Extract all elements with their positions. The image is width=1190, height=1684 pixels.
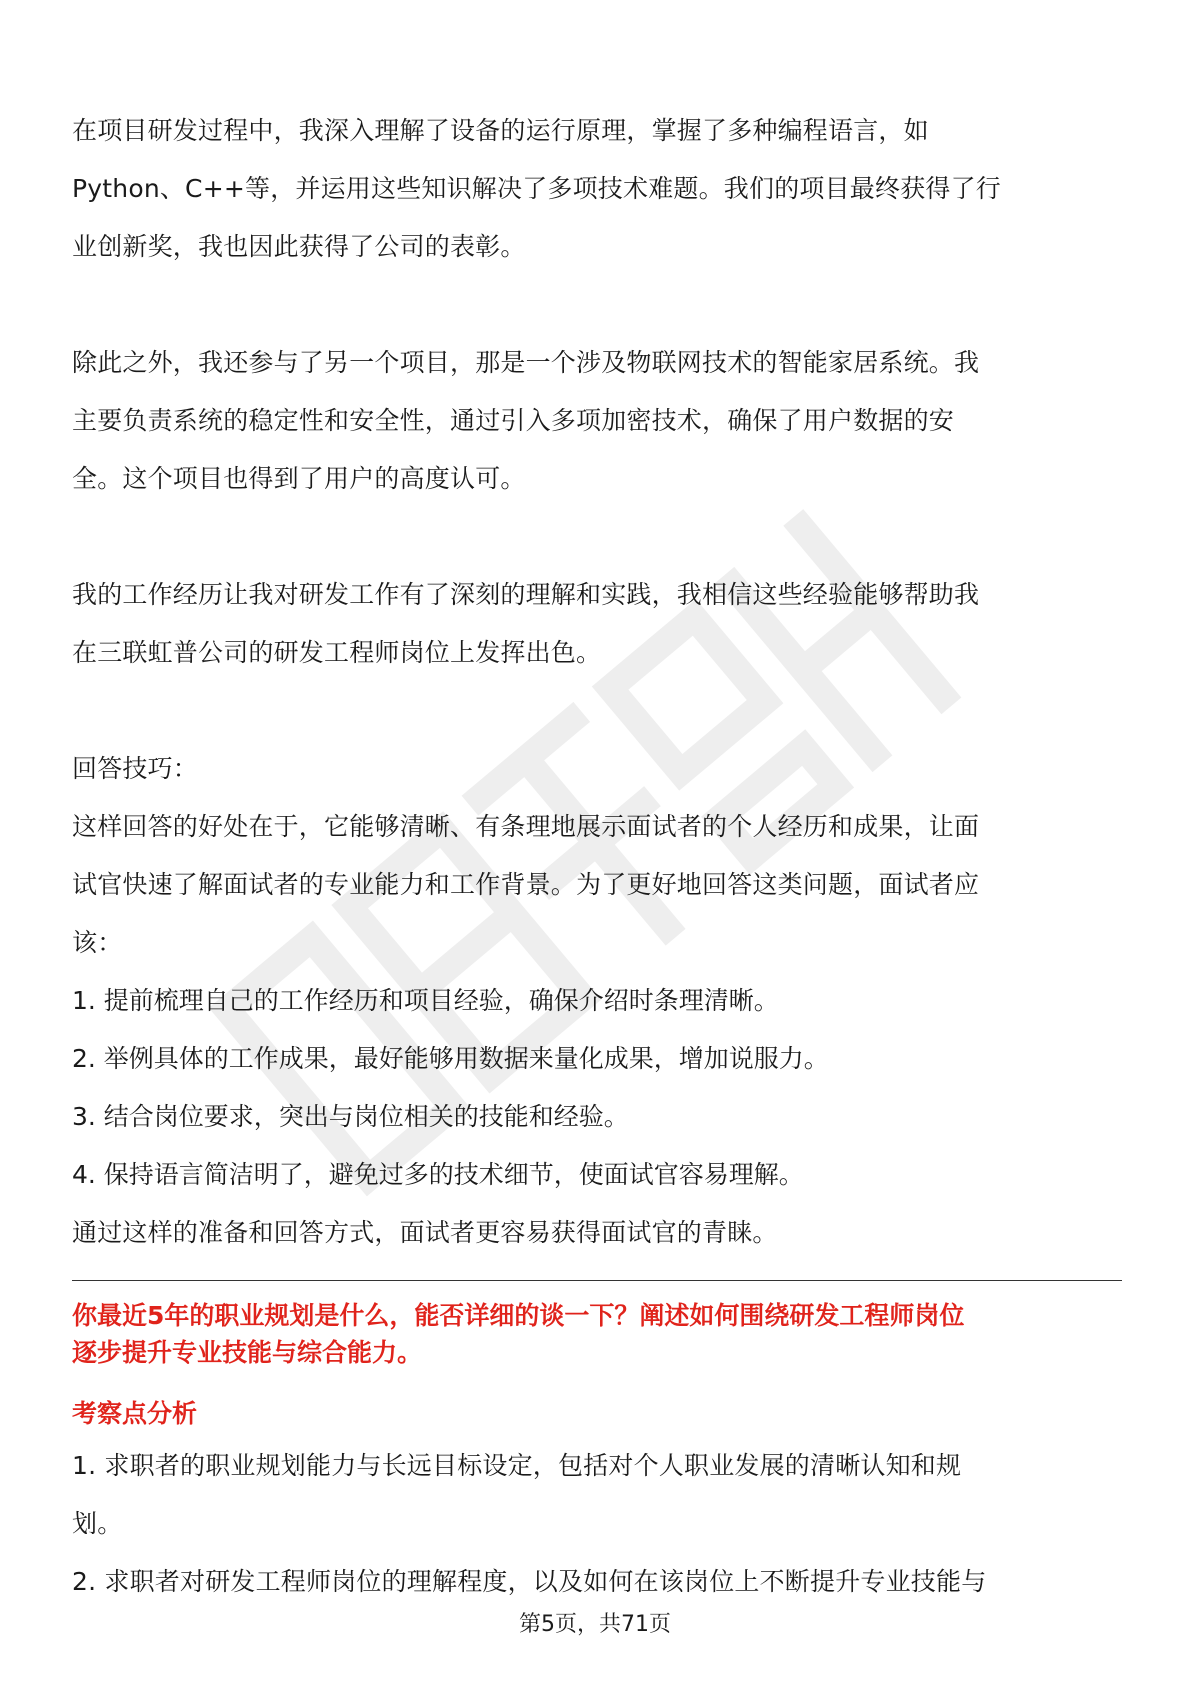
tips-intro-line: 该：: [72, 928, 123, 957]
tips-intro-line: 这样回答的好处在于，它能够清晰、有条理地展示面试者的个人经历和成果，让面: [72, 812, 980, 841]
analysis-list: [72, 1437, 1122, 1611]
analysis-item-line: 2. 求职者对研发工程师岗位的理解程度，以及如何在该岗位上不断提升专业技能与: [72, 1567, 987, 1596]
tips-list-item: 2. 举例具体的工作成果，最好能够用数据来量化成果，增加说服力。: [72, 1044, 829, 1073]
paragraph-line: 全。这个项目也得到了用户的高度认可。: [72, 464, 526, 493]
question-line: 逐步提升专业技能与综合能力。: [72, 1338, 423, 1367]
page-number: 第5页，共71页: [519, 1612, 671, 1637]
paragraph-line: 业创新奖，我也因此获得了公司的表彰。: [72, 232, 526, 261]
tips-list-item: 1. 提前梳理自己的工作经历和项目经验，确保介绍时条理清晰。: [72, 986, 779, 1015]
analysis-item-line: 划。: [72, 1509, 123, 1538]
question-line: 你最近5年的职业规划是什么，能否详细的谈一下？阐述如何围绕研发工程师岗位: [72, 1301, 965, 1330]
interview-question: [72, 1297, 1122, 1371]
section-divider: [72, 1280, 1122, 1281]
analysis-heading: 考察点分析: [72, 1399, 198, 1428]
paragraph-line: 在三联虹普公司的研发工程师岗位上发挥出色。: [72, 638, 602, 667]
paragraph-line: 主要负责系统的稳定性和安全性，通过引入多项加密技术，确保了用户数据的安: [72, 406, 955, 435]
tips-list-item: 4. 保持语言简洁明了，避免过多的技术细节，使面试官容易理解。: [72, 1160, 804, 1189]
paragraph-line: 除此之外，我还参与了另一个项目，那是一个涉及物联网技术的智能家居系统。我: [72, 348, 980, 377]
body-content: [72, 102, 1122, 1262]
tips-closing: 通过这样的准备和回答方式，面试者更容易获得面试官的青睐。: [72, 1218, 778, 1247]
paragraph-line: Python、C++等，并运用这些知识解决了多项技术难题。我们的项目最终获得了行: [72, 174, 1002, 203]
tips-list-item: 3. 结合岗位要求，突出与岗位相关的技能和经验。: [72, 1102, 629, 1131]
tips-intro-line: 试官快速了解面试者的专业能力和工作背景。为了更好地回答这类问题，面试者应: [72, 870, 980, 899]
paragraph-line: 我的工作经历让我对研发工作有了深刻的理解和实践，我相信这些经验能够帮助我: [72, 580, 980, 609]
tips-heading: 回答技巧：: [72, 754, 199, 783]
analysis-item-line: 1. 求职者的职业规划能力与长远目标设定，包括对个人职业发展的清晰认知和规: [72, 1451, 962, 1480]
paragraph-line: 在项目研发过程中，我深入理解了设备的运行原理，掌握了多种编程语言，如: [72, 116, 929, 145]
